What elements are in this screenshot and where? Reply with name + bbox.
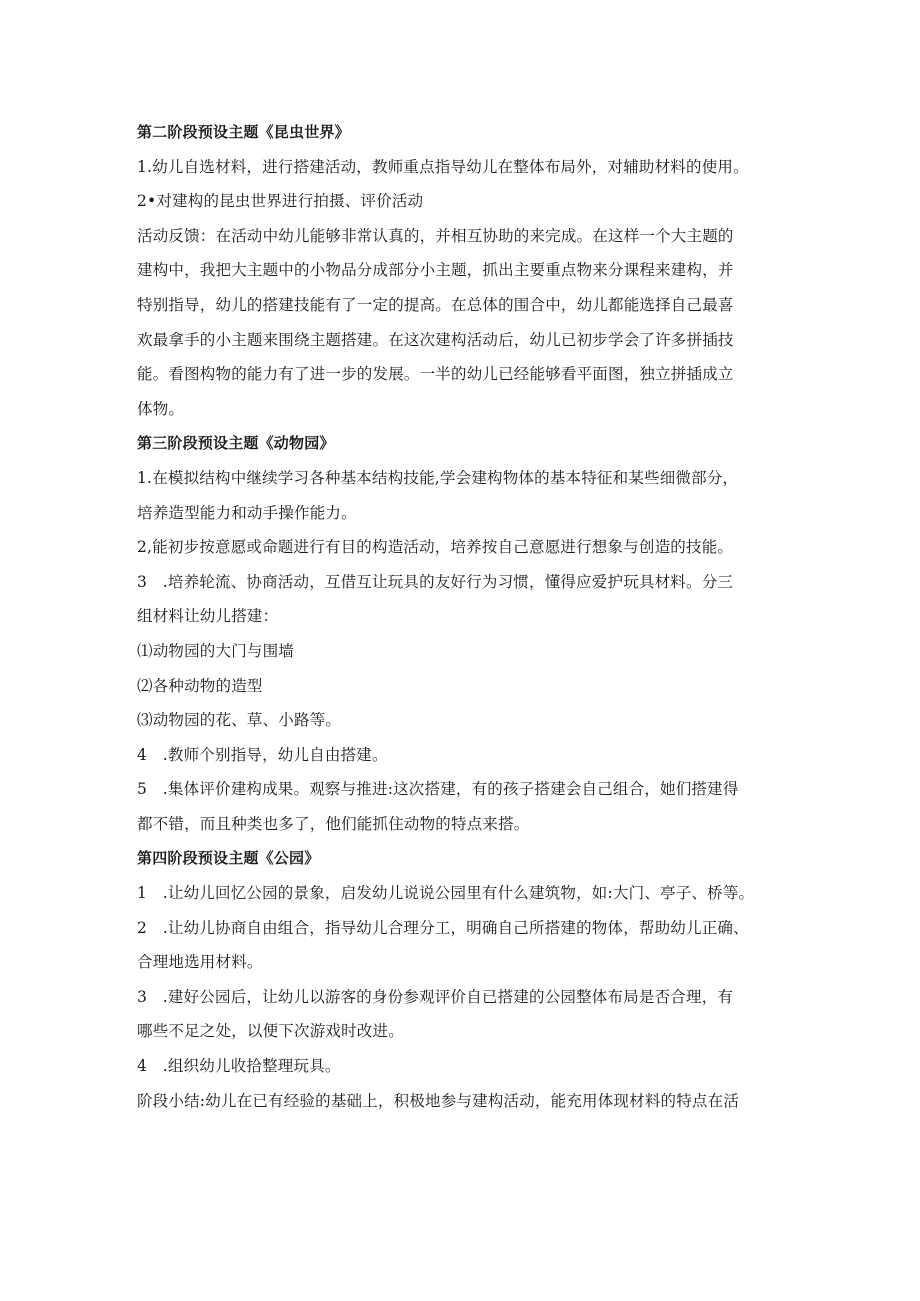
- list-item: ⑴动物园的大门与围墙: [137, 641, 295, 660]
- paragraph-line: 1 .让幼儿回忆公园的景象，启发幼儿说说公园里有什么建筑物，如:大门、亭子、桥等。: [137, 884, 755, 903]
- paragraph-line: 阶段小结:幼儿在已有经验的基础上，积极地参与建构活动，能充用体现材料的特点在活: [137, 1091, 740, 1110]
- paragraph-line: 4 .教师个别指导，幼儿自由搭建。: [137, 745, 388, 764]
- paragraph-line: 4 .组织幼儿收拾整理玩具。: [137, 1057, 341, 1076]
- paragraph-line: 2•对建构的昆虫世界进行拍摄、评价活动: [137, 192, 424, 211]
- paragraph-line: 组材料让幼儿搭建：: [137, 607, 279, 626]
- paragraph-line: 建构中，我把大主题中的小物品分成部分小主题，抓出主要重点物来分课程来建构，并: [137, 261, 734, 280]
- document-body: [137, 122, 787, 1125]
- paragraph-line: 能。看图构物的能力有了进一步的发展。一半的幼儿已经能够看平面图，独立拼插成立: [137, 365, 734, 384]
- section-heading-insect-world: 第二阶段预设主题《昆虫世界》: [137, 123, 350, 141]
- paragraph-line: 3 .建好公园后，让幼儿以游客的身份参观评价自已搭建的公园整体布局是否合理，有: [137, 987, 734, 1006]
- paragraph-line: 1.在模拟结构中继续学习各种基本结构技能,学会建构物体的基本特征和某些细微部分，: [137, 468, 739, 487]
- paragraph-line: 1.幼儿自选材料，进行搭建活动，教师重点指导幼儿在整体布局外，对辅助材料的使用。: [137, 157, 749, 176]
- paragraph-line: 2,能初步按意愿或命题进行有目的构造活动，培养按自己意愿进行想象与创造的技能。: [137, 538, 734, 557]
- paragraph-line: 2 .让幼儿协商自由组合，指导幼儿合理分工，明确自己所搭建的物体，帮助幼儿正确、: [137, 918, 749, 937]
- list-item: ⑶动物园的花、草、小路等。: [137, 711, 342, 730]
- paragraph-line: 哪些不足之处，以便下次游戏时改进。: [137, 1022, 404, 1041]
- paragraph-line: 欢最拿手的小主题来围绕主题搭建。在这次建构活动后，幼儿已初步学会了许多拼插技: [137, 330, 734, 349]
- paragraph-line: 都不错，而且种类也多了，他们能抓住动物的特点来搭。: [137, 814, 530, 833]
- section-heading-zoo: 第三阶段预设主题《动物园》: [137, 434, 335, 453]
- paragraph-line: 3 .培养轮流、协商活动，互借互让玩具的友好行为习惯，懂得应爱护玩具材料。分三: [137, 572, 734, 591]
- paragraph-line: 5 .集体评价建构成果。观察与推进:这次搭建，有的孩子搭建会自己组合，她们搭建得: [137, 780, 739, 799]
- paragraph-line: 体物。: [137, 399, 185, 418]
- paragraph-line: 活动反馈：在活动中幼儿能够非常认真的，并相互协助的来完成。在这样一个大主题的: [137, 226, 734, 245]
- section-heading-park: 第四阶段预设主题《公园》: [137, 849, 320, 868]
- paragraph-line: 培养造型能力和动手操作能力。: [137, 503, 357, 522]
- paragraph-line: 特别指导，幼儿的搭建技能有了一定的提高。在总体的围合中，幼儿都能选择自己最喜: [137, 295, 734, 314]
- paragraph-line: 合理地选用材料。: [137, 953, 263, 972]
- list-item: ⑵各种动物的造型: [137, 676, 263, 695]
